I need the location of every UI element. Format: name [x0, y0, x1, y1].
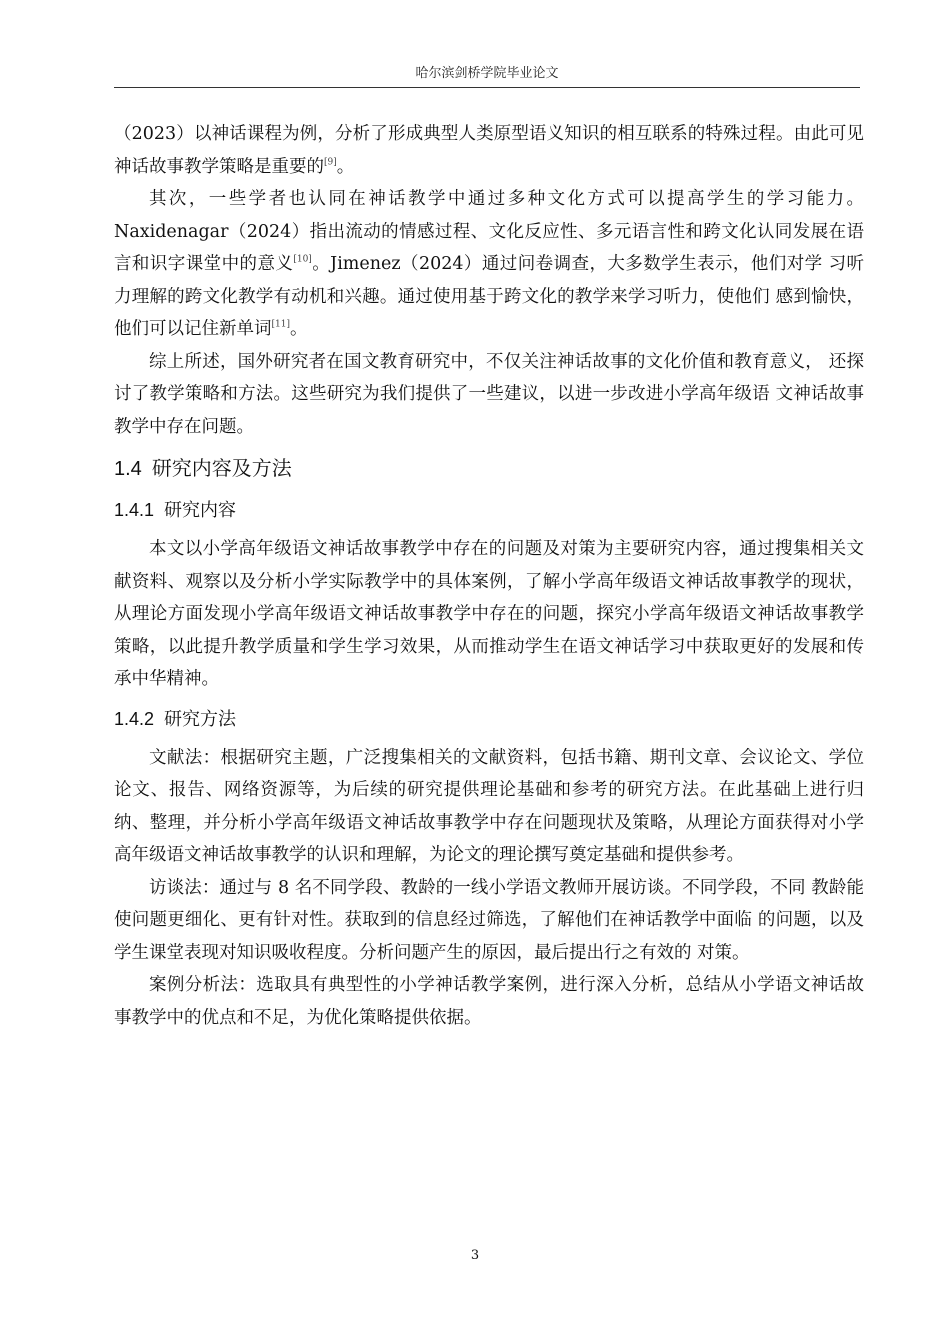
- citation-ref: [10]: [293, 254, 312, 265]
- header-divider: [114, 87, 860, 88]
- paragraph-research-content: 本文以小学高年级语文神话故事教学中存在的问题及对策为主要研究内容，通过搜集相关文献资料、观察以及分析小学实际教学中的具体案例，了解小学高年级语文神话故事教学的现状，从理论方面发现小学高年级语文神话故事教学中存在的问题，探究小学高年级语文神话故事教学策略，以此提升教学质量和学生学习效果，从而推动学生在语文神话学习中获取更好的发展和传承中华精神。: [114, 539, 864, 689]
- section-number: 1.4.2: [114, 708, 155, 729]
- section-heading-1-4-2: [114, 702, 864, 736]
- paragraph-cross-cultural: [114, 183, 864, 346]
- section-heading-1-4: [114, 451, 864, 487]
- section-heading-1-4-1: [114, 493, 864, 527]
- paragraph-continuation: [114, 118, 864, 183]
- section-number: 1.4: [114, 458, 142, 480]
- paragraph-case-method: 案例分析法：选取具有典型性的小学神话教学案例，进行深入分析，总结从小学语文神话故事教学中的优点和不足，为优化策略提供依据。: [114, 975, 864, 1028]
- p2-end: 。: [289, 319, 308, 339]
- paragraph-interview-method: 访谈法：通过与 8 名不同学段、教龄的一线小学语文教师开展访谈。不同学段，不同 教龄能使问题更细化、更有针对性。获取到的信息经过筛选，了解他们在神话教学中面临 的问题，以及学生课堂表现对知识吸收程度。分析问题产生的原因，最后提出行之有效的 对策。: [114, 877, 864, 963]
- section-title: 研究方法: [164, 708, 237, 729]
- page-body: [114, 118, 864, 1034]
- citation-ref: [11]: [271, 319, 290, 330]
- page-number: 3: [470, 1248, 480, 1263]
- section-title: 研究内容及方法: [151, 458, 292, 480]
- p2-text-2: 。Jimenez（2024）通过问卷调查，大多数学生表示，他们对学 习听力理解的跨文化教学有动机和兴趣。通过使用基于跨文化的教学来学习听力，使他们 感到愉快，他们可以记住新单词: [114, 254, 864, 339]
- page-header: 哈尔滨剑桥学院毕业论文: [415, 66, 559, 81]
- p1-text: （2023）以神话课程为例，分析了形成典型人类原型语义知识的相互联系的特殊过程。由此可见神话故事教学策略是重要的: [114, 124, 864, 177]
- paragraph-summary: 综上所述，国外研究者在国文教育研究中，不仅关注神话故事的文化价值和教育意义， 还探讨了教学策略和方法。这些研究为我们提供了一些建议，以进一步改进小学高年级语 文神话故事教学中存在问题。: [114, 351, 864, 437]
- paragraph-literature-method: 文献法：根据研究主题，广泛搜集相关的文献资料，包括书籍、期刊文章、会议论文、学位论文、报告、网络资源等，为后续的研究提供理论基础和参考的研究方法。在此基础上进行归纳、整理，并分析小学高年级语文神话故事教学中存在问题现状及策略，从理论方面获得对小学高年级语文神话故事教学的认识和理解，为论文的理论撰写奠定基础和提供参考。: [114, 747, 864, 865]
- citation-ref: [9]: [324, 156, 337, 167]
- p2-text-1: 其次，一些学者也认同在神话教学中通过多种文化方式可以提高学生的学习能力。Naxidenagar（2024）指出流动的情感过程、文化反应性、多元语言性和跨文化认同发展在语言和识字课堂中的意义: [114, 189, 864, 274]
- section-title: 研究内容: [164, 500, 237, 520]
- section-number: 1.4.1: [114, 500, 155, 520]
- p1-end: 。: [336, 156, 355, 177]
